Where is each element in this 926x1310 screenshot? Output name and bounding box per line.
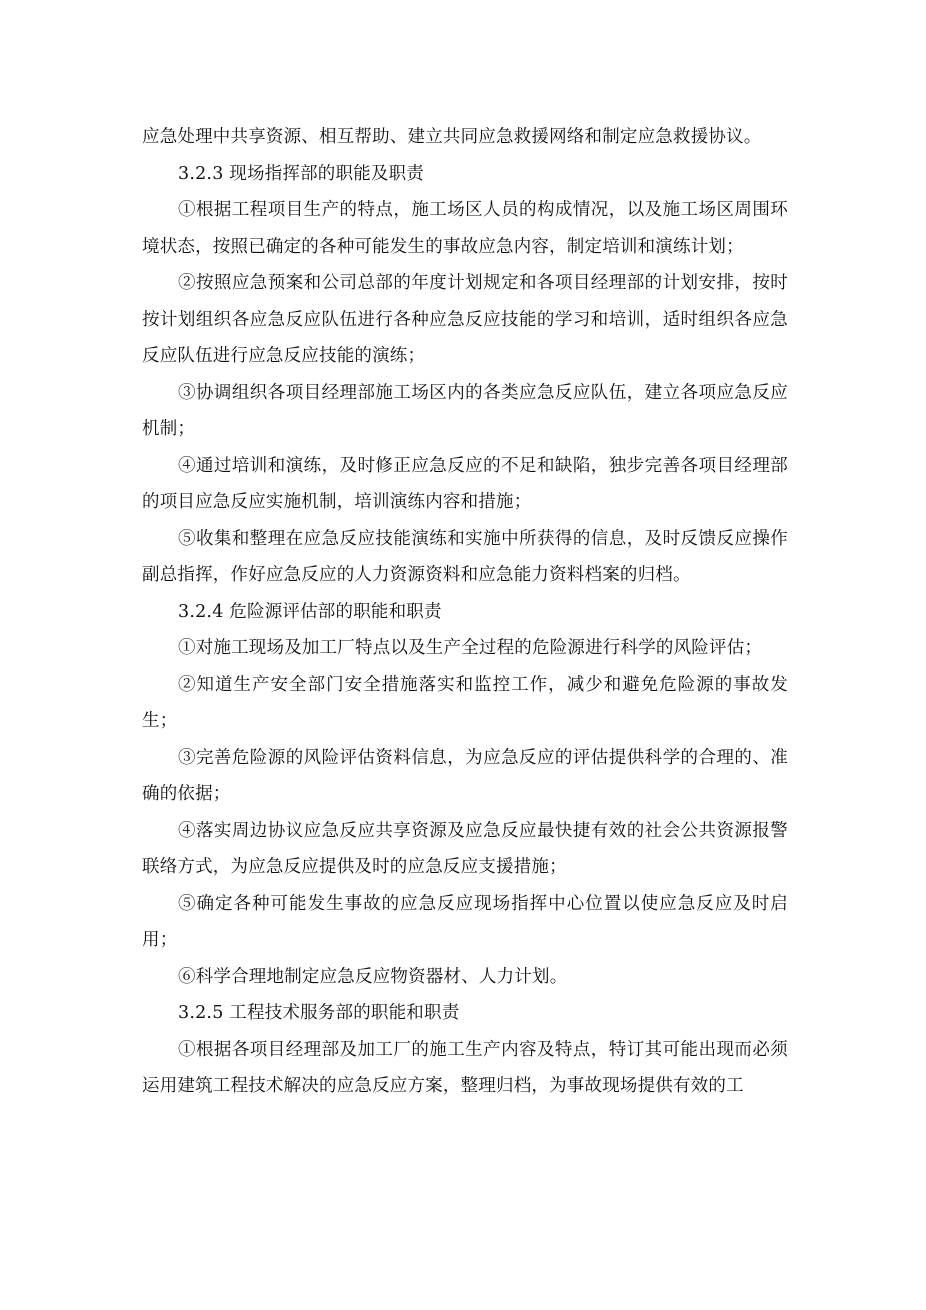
paragraph-3-2-5-item-1: ①根据各项目经理部及加工厂的施工生产内容及特点，特订其可能出现而必须运用建筑工程技术解决的应急反应方案，整理归档，为事故现场提供有效的工 (142, 1039, 788, 1096)
section-heading-3-2-5: 3.2.5 工程技术服务部的职能和职责 (178, 1003, 460, 1023)
section-heading-3-2-3: 3.2.3 现场指挥部的职能及职责 (178, 163, 424, 184)
paragraph-3-2-4-item-3: ③完善危险源的风险评估资料信息，为应急反应的评估提供科学的合理的、准确的依据； (142, 747, 788, 804)
paragraph-3-2-4-item-5: ⑤确定各种可能发生事故的应急反应现场指挥中心位置以使应急反应及时启用； (142, 893, 788, 950)
paragraph-3-2-3-item-5: ⑤收集和整理在应急反应技能演练和实施中所获得的信息，及时反馈反应操作副总指挥，作好应急反应的人力资源资料和应急能力资料档案的归档。 (142, 528, 788, 585)
paragraph-3-2-3-item-2: ②按照应急预案和公司总部的年度计划规定和各项目经理部的计划安排，按时按计划组织各应急反应队伍进行各种应急反应技能的学习和培训，适时组织各应急反应队伍进行应急反应技能的演练； (142, 273, 788, 366)
paragraph-continuation: 应急处理中共享资源、相互帮助、建立共同应急救援网络和制定应急救援协议。 (142, 127, 762, 147)
section-heading-3-2-4: 3.2.4 危险源评估部的职能和职责 (178, 601, 442, 622)
paragraph-3-2-4-item-6: ⑥科学合理地制定应急反应物资器材、人力计划。 (178, 966, 568, 987)
document-body (142, 119, 788, 1105)
paragraph-3-2-3-item-1: ①根据工程项目生产的特点，施工场区人员的构成情况，以及施工场区周围环境状态，按照已确定的各种可能发生的事故应急内容，制定培训和演练计划； (142, 200, 788, 257)
paragraph-3-2-4-item-1: ①对施工现场及加工厂特点以及生产全过程的危险源进行科学的风险评估； (178, 638, 763, 658)
paragraph-3-2-4-item-2: ②知道生产安全部门安全措施落实和监控工作，减少和避免危险源的事故发生； (142, 674, 788, 731)
paragraph-3-2-3-item-4: ④通过培训和演练，及时修正应急反应的不足和缺陷，独步完善各项目经理部的项目应急反应实施机制，培训演练内容和措施； (142, 455, 788, 512)
paragraph-3-2-3-item-3: ③协调组织各项目经理部施工场区内的各类应急反应队伍，建立各项应急反应机制； (142, 382, 788, 439)
paragraph-3-2-4-item-4: ④落实周边协议应急反应共享资源及应急反应最快捷有效的社会公共资源报警联络方式，为应急反应提供及时的应急反应支援措施； (142, 820, 788, 877)
